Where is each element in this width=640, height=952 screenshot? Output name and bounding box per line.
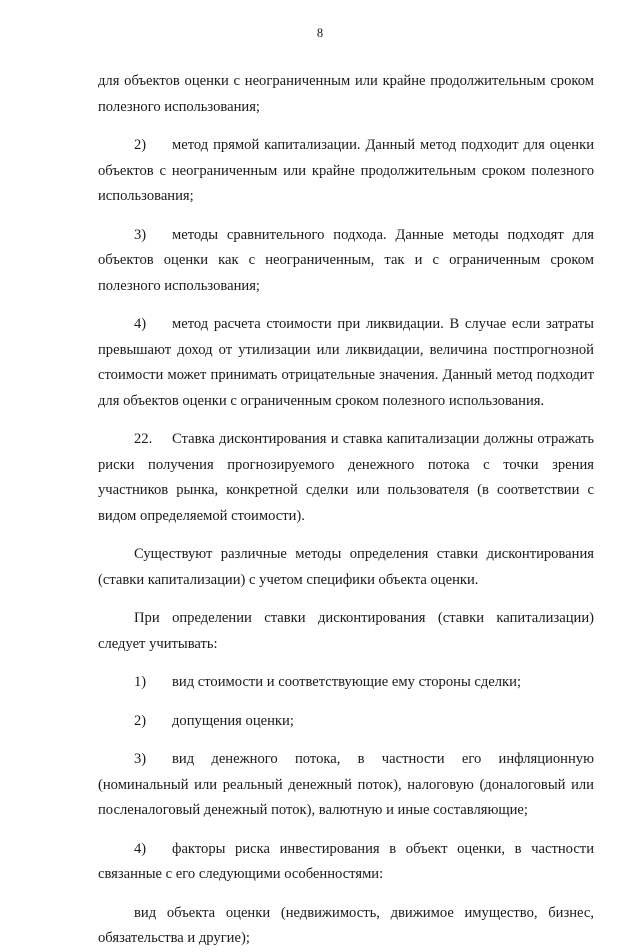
item-text: метод расчета стоимости при ликвидации. В случае если затраты превышают доход от утилизации или ликвидации, величина постпрогнозной стоимости может принимать отрицательные значения. Данный метод подходит для объектов оценки с ограниченным сроком полезного использования. [98, 316, 594, 409]
item-text: вид денежного потока, в частности его инфляционную (номинальный или реальный денежный поток), налоговую (доналоговый или посленалоговый денежный поток), валютную и иные составляющие; [98, 751, 594, 818]
list-item [98, 747, 594, 824]
item-number: 4) [134, 840, 147, 857]
list-item [98, 837, 594, 888]
item-number: 4) [134, 316, 147, 332]
item-number: 2) [134, 712, 147, 729]
item-text: методы сравнительного подхода. Данные методы подходят для объектов оценки как с неограниченным, так и с ограниченным сроком полезного использования; [98, 226, 594, 294]
item-number: 3) [134, 751, 147, 767]
list-item [98, 133, 594, 210]
clause-number: 22. [134, 431, 153, 447]
paragraph-continuation: для объектов оценки с неограниченным или крайне продолжительным сроком полезного использования; [98, 73, 594, 115]
item-number: 3) [134, 226, 147, 243]
list-item [98, 223, 594, 300]
list-item [98, 709, 594, 735]
item-number: 2) [134, 137, 147, 153]
item-text: факторы риска инвестирования в объект оценки, в частности связанные с его следующими особенностями: [98, 840, 594, 882]
item-text: метод прямой капитализации. Данный метод подходит для оценки объектов с неограниченным или крайне продолжительным сроком полезного использования; [98, 137, 594, 204]
paragraph: Существуют различные методы определения ставки дисконтирования (ставки капитализации) с учетом специфики объекта оценки. [98, 546, 594, 588]
paragraph: вид объекта оценки (недвижимость, движимое имущество, бизнес, обязательства и другие); [98, 904, 594, 946]
document-body [98, 69, 594, 952]
clause-22 [98, 427, 594, 529]
item-text: вид стоимости и соответствующие ему стороны сделки; [172, 674, 522, 690]
clause-text: Ставка дисконтирования и ставка капитализации должны отражать риски получения прогнозируемого денежного потока с точки зрения участников рынка, конкретной сделки или пользователя (в соответствии с видом определяемой стоимости). [98, 431, 594, 524]
page-number: 8 [316, 26, 324, 40]
item-number: 1) [134, 674, 147, 690]
list-item [98, 312, 594, 414]
list-item [98, 670, 594, 696]
item-text: допущения оценки; [172, 712, 294, 729]
paragraph: При определении ставки дисконтирования (ставки капитализации) следует учитывать: [98, 610, 594, 652]
